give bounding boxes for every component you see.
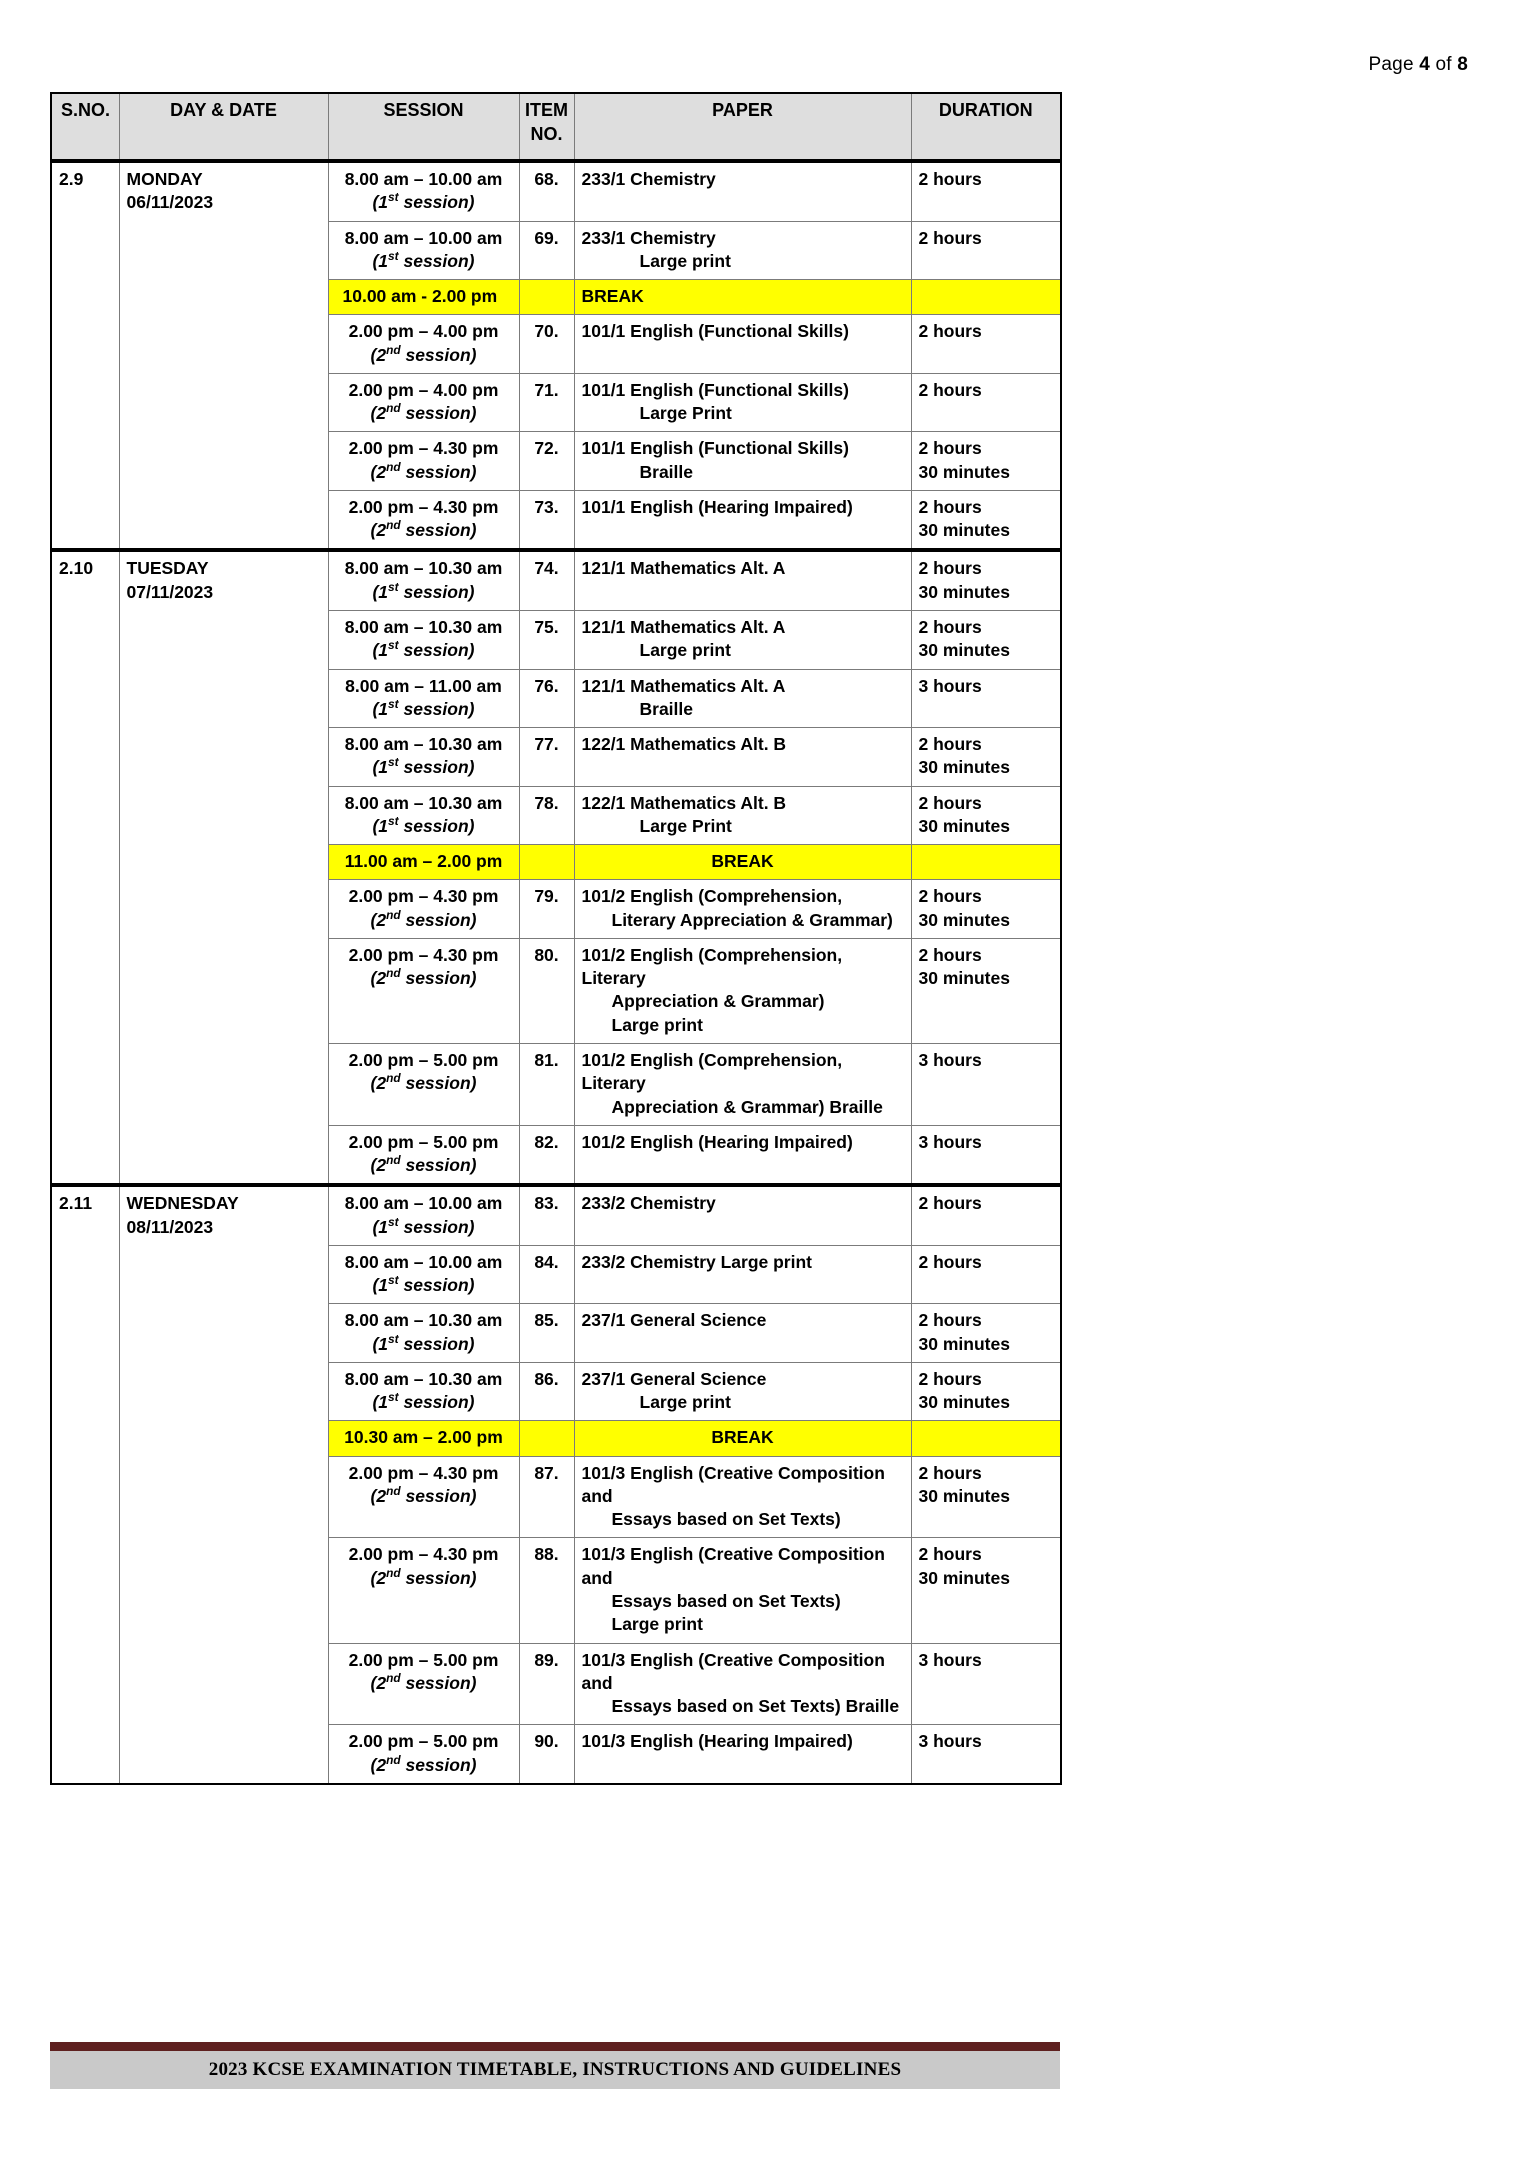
cell-break-duration — [911, 1421, 1061, 1456]
cell-sno: 2.11 — [51, 1185, 119, 1784]
cell-duration: 2 hours 30 minutes — [911, 1362, 1061, 1421]
cell-item-no: 87. — [519, 1456, 574, 1538]
cell-session: 2.00 pm – 4.30 pm (2nd session) — [328, 880, 519, 939]
column-header-item-no — [519, 93, 574, 161]
cell-paper: 101/1 English (Functional Skills) Braille — [574, 432, 911, 491]
cell-break-spacer — [519, 280, 574, 315]
cell-paper: 101/3 English (Creative Composition and Essays based on Set Texts) — [574, 1456, 911, 1538]
cell-paper: 101/3 English (Creative Composition and Essays based on Set Texts) Large print — [574, 1538, 911, 1643]
table-body — [51, 161, 1061, 1784]
cell-paper: 101/2 English (Comprehension, Literary Appreciation & Grammar) Large print — [574, 938, 911, 1043]
header-row — [51, 93, 1061, 161]
cell-duration: 2 hours 30 minutes — [911, 610, 1061, 669]
cell-session: 8.00 am – 10.00 am (1st session) — [328, 1245, 519, 1304]
cell-paper: 233/2 Chemistry Large print — [574, 1245, 911, 1304]
page-footer — [50, 2042, 1060, 2089]
cell-paper: 101/1 English (Functional Skills) — [574, 315, 911, 374]
cell-session: 8.00 am – 10.30 am (1st session) — [328, 610, 519, 669]
cell-paper: 233/1 Chemistry — [574, 161, 911, 221]
cell-break-label: BREAK — [574, 280, 911, 315]
cell-paper: 101/1 English (Hearing Impaired) — [574, 490, 911, 550]
cell-break-time: 11.00 am – 2.00 pm — [328, 845, 519, 880]
cell-break-time: 10.00 am - 2.00 pm — [328, 280, 519, 315]
cell-paper: 121/1 Mathematics Alt. A Braille — [574, 669, 911, 728]
cell-item-no: 73. — [519, 490, 574, 550]
table-row — [51, 161, 1061, 221]
cell-duration: 3 hours — [911, 1725, 1061, 1784]
timetable-container — [50, 92, 1060, 1785]
cell-break-spacer — [519, 1421, 574, 1456]
page-of-label: of — [1435, 54, 1452, 75]
cell-session: 2.00 pm – 4.30 pm (2nd session) — [328, 432, 519, 491]
cell-session: 2.00 pm – 4.30 pm (2nd session) — [328, 1456, 519, 1538]
cell-duration: 2 hours 30 minutes — [911, 1304, 1061, 1363]
cell-duration: 2 hours — [911, 161, 1061, 221]
cell-paper: 121/1 Mathematics Alt. A Large print — [574, 610, 911, 669]
cell-session: 2.00 pm – 5.00 pm (2nd session) — [328, 1125, 519, 1185]
cell-duration: 2 hours 30 minutes — [911, 1538, 1061, 1643]
cell-item-no: 75. — [519, 610, 574, 669]
cell-item-no: 80. — [519, 938, 574, 1043]
cell-session: 2.00 pm – 4.30 pm (2nd session) — [328, 1538, 519, 1643]
cell-session: 2.00 pm – 5.00 pm (2nd session) — [328, 1725, 519, 1784]
page-label: Page — [1368, 54, 1414, 75]
cell-session: 2.00 pm – 5.00 pm (2nd session) — [328, 1643, 519, 1725]
cell-duration: 3 hours — [911, 1643, 1061, 1725]
cell-duration: 2 hours — [911, 1185, 1061, 1245]
cell-paper: 237/1 General Science Large print — [574, 1362, 911, 1421]
cell-break-label: BREAK — [574, 1421, 911, 1456]
cell-break-label: BREAK — [574, 845, 911, 880]
cell-duration: 3 hours — [911, 669, 1061, 728]
cell-duration: 2 hours 30 minutes — [911, 490, 1061, 550]
cell-duration: 2 hours — [911, 221, 1061, 280]
cell-session: 2.00 pm – 4.00 pm (2nd session) — [328, 373, 519, 432]
table-row — [51, 550, 1061, 610]
cell-item-no: 69. — [519, 221, 574, 280]
cell-item-no: 79. — [519, 880, 574, 939]
cell-paper: 121/1 Mathematics Alt. A — [574, 550, 911, 610]
column-header-item-line1: ITEM — [525, 100, 568, 120]
cell-item-no: 84. — [519, 1245, 574, 1304]
cell-paper: 122/1 Mathematics Alt. B — [574, 728, 911, 787]
column-header-day-date: DAY & DATE — [119, 93, 328, 161]
cell-item-no: 71. — [519, 373, 574, 432]
cell-paper: 101/2 English (Comprehension, Literary Appreciation & Grammar) — [574, 880, 911, 939]
cell-session: 2.00 pm – 5.00 pm (2nd session) — [328, 1043, 519, 1125]
cell-session: 2.00 pm – 4.00 pm (2nd session) — [328, 315, 519, 374]
cell-item-no: 82. — [519, 1125, 574, 1185]
cell-item-no: 85. — [519, 1304, 574, 1363]
cell-item-no: 90. — [519, 1725, 574, 1784]
cell-session: 8.00 am – 10.30 am (1st session) — [328, 786, 519, 845]
cell-session: 2.00 pm – 4.30 pm (2nd session) — [328, 938, 519, 1043]
cell-session: 8.00 am – 10.30 am (1st session) — [328, 550, 519, 610]
cell-duration: 3 hours — [911, 1125, 1061, 1185]
cell-session: 8.00 am – 10.00 am (1st session) — [328, 161, 519, 221]
cell-session: 8.00 am – 10.30 am (1st session) — [328, 1362, 519, 1421]
cell-item-no: 78. — [519, 786, 574, 845]
cell-item-no: 72. — [519, 432, 574, 491]
column-header-duration: DURATION — [911, 93, 1061, 161]
page-current: 4 — [1419, 54, 1430, 75]
cell-session: 2.00 pm – 4.30 pm (2nd session) — [328, 490, 519, 550]
cell-duration: 2 hours — [911, 315, 1061, 374]
table-header — [51, 93, 1061, 161]
cell-day-date: WEDNESDAY 08/11/2023 — [119, 1185, 328, 1784]
column-header-sno: S.NO. — [51, 93, 119, 161]
cell-paper: 101/2 English (Comprehension, Literary Appreciation & Grammar) Braille — [574, 1043, 911, 1125]
cell-paper: 233/2 Chemistry — [574, 1185, 911, 1245]
cell-item-no: 70. — [519, 315, 574, 374]
column-header-paper: PAPER — [574, 93, 911, 161]
cell-paper: 237/1 General Science — [574, 1304, 911, 1363]
cell-day-date: MONDAY 06/11/2023 — [119, 161, 328, 550]
cell-paper: 101/3 English (Creative Composition and Essays based on Set Texts) Braille — [574, 1643, 911, 1725]
cell-duration: 2 hours — [911, 1245, 1061, 1304]
cell-duration: 2 hours 30 minutes — [911, 786, 1061, 845]
cell-item-no: 77. — [519, 728, 574, 787]
cell-item-no: 88. — [519, 1538, 574, 1643]
footer-band — [50, 2051, 1060, 2089]
cell-break-spacer — [519, 845, 574, 880]
cell-sno: 2.9 — [51, 161, 119, 550]
cell-session: 8.00 am – 10.00 am (1st session) — [328, 221, 519, 280]
column-header-session: SESSION — [328, 93, 519, 161]
cell-break-duration — [911, 845, 1061, 880]
cell-duration: 2 hours 30 minutes — [911, 432, 1061, 491]
cell-paper: 101/2 English (Hearing Impaired) — [574, 1125, 911, 1185]
footer-title: 2023 KCSE EXAMINATION TIMETABLE, INSTRUCTIONS AND GUIDELINES — [208, 2059, 902, 2080]
table-row — [51, 1185, 1061, 1245]
cell-item-no: 81. — [519, 1043, 574, 1125]
cell-duration: 2 hours 30 minutes — [911, 1456, 1061, 1538]
cell-item-no: 76. — [519, 669, 574, 728]
footer-accent-bar — [50, 2042, 1060, 2051]
cell-duration: 2 hours — [911, 373, 1061, 432]
cell-break-time: 10.30 am – 2.00 pm — [328, 1421, 519, 1456]
cell-duration: 2 hours 30 minutes — [911, 938, 1061, 1043]
cell-session: 8.00 am – 10.30 am (1st session) — [328, 1304, 519, 1363]
cell-item-no: 86. — [519, 1362, 574, 1421]
cell-item-no: 83. — [519, 1185, 574, 1245]
cell-paper: 122/1 Mathematics Alt. B Large Print — [574, 786, 911, 845]
cell-duration: 2 hours 30 minutes — [911, 550, 1061, 610]
cell-paper: 233/1 Chemistry Large print — [574, 221, 911, 280]
page-total: 8 — [1457, 54, 1468, 75]
cell-paper: 101/1 English (Functional Skills) Large Print — [574, 373, 911, 432]
cell-session: 8.00 am – 10.00 am (1st session) — [328, 1185, 519, 1245]
cell-paper: 101/3 English (Hearing Impaired) — [574, 1725, 911, 1784]
cell-sno: 2.10 — [51, 550, 119, 1185]
cell-duration: 3 hours — [911, 1043, 1061, 1125]
cell-session: 8.00 am – 11.00 am (1st session) — [328, 669, 519, 728]
cell-item-no: 68. — [519, 161, 574, 221]
cell-duration: 2 hours 30 minutes — [911, 880, 1061, 939]
cell-duration: 2 hours 30 minutes — [911, 728, 1061, 787]
cell-item-no: 74. — [519, 550, 574, 610]
exam-timetable — [50, 92, 1062, 1785]
cell-session: 8.00 am – 10.30 am (1st session) — [328, 728, 519, 787]
cell-day-date: TUESDAY 07/11/2023 — [119, 550, 328, 1185]
page-number-header — [1369, 54, 1468, 76]
column-header-item-line2: NO. — [530, 123, 563, 144]
cell-break-duration — [911, 280, 1061, 315]
cell-item-no: 89. — [519, 1643, 574, 1725]
